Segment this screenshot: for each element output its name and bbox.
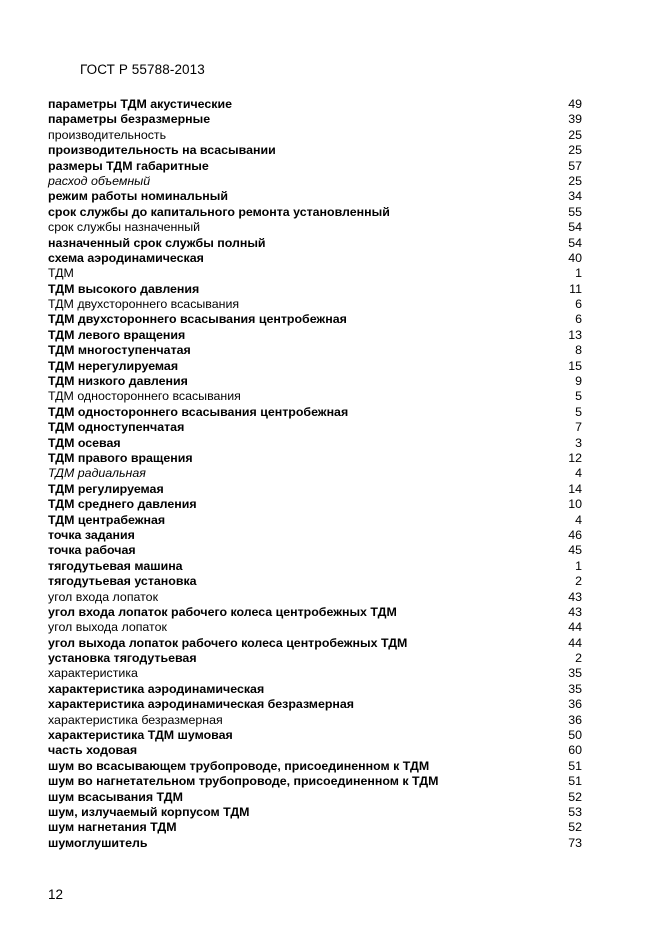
index-entry bbox=[48, 774, 582, 789]
index-entry bbox=[48, 205, 582, 220]
index-page-number: 46 bbox=[568, 527, 582, 542]
index-term: угол входа лопаток рабочего колеса центробежных ТДМ bbox=[48, 604, 397, 619]
index-term: схема аэродинамическая bbox=[48, 250, 204, 265]
index-page-number: 44 bbox=[568, 635, 582, 650]
index-entry bbox=[48, 436, 582, 451]
index-page-number: 2 bbox=[575, 651, 582, 666]
index-page-number: 4 bbox=[575, 466, 582, 481]
index-term: ТДМ осевая bbox=[48, 435, 121, 450]
index-page-number: 10 bbox=[568, 497, 582, 512]
index-entry bbox=[48, 236, 582, 251]
index-entry bbox=[48, 482, 582, 497]
index-page-number: 5 bbox=[575, 404, 582, 419]
index-entry bbox=[48, 297, 582, 312]
index-entry bbox=[48, 590, 582, 605]
index-term: часть ходовая bbox=[48, 743, 138, 758]
index-entry bbox=[48, 620, 582, 635]
index-page-number: 34 bbox=[568, 189, 582, 204]
index-entry bbox=[48, 343, 582, 358]
index-page-number: 11 bbox=[569, 281, 582, 296]
index-page-number: 44 bbox=[568, 620, 582, 635]
index-page-number: 8 bbox=[575, 343, 582, 358]
index-page-number: 35 bbox=[568, 666, 582, 681]
index-entry bbox=[48, 389, 582, 404]
index-page-number: 53 bbox=[568, 804, 582, 819]
index-entry bbox=[48, 820, 582, 835]
index-page-number: 52 bbox=[568, 789, 582, 804]
index-page-number: 25 bbox=[568, 143, 582, 158]
index-term: точка рабочая bbox=[48, 543, 136, 558]
index-entry bbox=[48, 605, 582, 620]
index-page-number: 9 bbox=[575, 374, 582, 389]
index-page-number: 25 bbox=[568, 127, 582, 142]
index-term: шумоглушитель bbox=[48, 835, 148, 850]
index-term: характеристика безразмерная bbox=[48, 712, 223, 727]
index-page-number: 4 bbox=[575, 512, 582, 527]
index-page-number: 73 bbox=[568, 835, 582, 850]
index-entry bbox=[48, 328, 582, 343]
index-entry bbox=[48, 220, 582, 235]
index-entry bbox=[48, 651, 582, 666]
index-page-number: 36 bbox=[568, 712, 582, 727]
index-term: режим работы номинальный bbox=[48, 189, 228, 204]
index-entry bbox=[48, 143, 582, 158]
index-term: угол входа лопаток bbox=[48, 589, 158, 604]
index-page-number: 15 bbox=[568, 358, 582, 373]
index-term: ТДМ двухстороннего всасывания центробежная bbox=[48, 312, 347, 327]
page-number: 12 bbox=[48, 887, 64, 902]
index-term: ТДМ bbox=[48, 266, 74, 281]
index-entry bbox=[48, 405, 582, 420]
index-page-number: 57 bbox=[568, 158, 582, 173]
index-term: ТДМ среднего давления bbox=[48, 497, 197, 512]
index-term: тягодутьевая установка bbox=[48, 574, 197, 589]
index-page-number: 2 bbox=[575, 574, 582, 589]
index-entry bbox=[48, 728, 582, 743]
index-term: расход объемный bbox=[48, 173, 151, 188]
index-term: характеристика аэродинамическая bbox=[48, 681, 265, 696]
index-entry bbox=[48, 128, 582, 143]
index-term: размеры ТДМ габаритные bbox=[48, 158, 209, 173]
alphabetical-index bbox=[48, 97, 582, 851]
index-term: ТДМ регулируемая bbox=[48, 481, 164, 496]
index-term: производительность на всасывании bbox=[48, 143, 276, 158]
index-entry bbox=[48, 497, 582, 512]
index-entry bbox=[48, 574, 582, 589]
index-term: ТДМ одностороннего всасывания bbox=[48, 389, 241, 404]
index-entry bbox=[48, 682, 582, 697]
index-term: срок службы до капитального ремонта установленный bbox=[48, 204, 390, 219]
index-term: ТДМ центрабежная bbox=[48, 512, 166, 527]
index-term: характеристика аэродинамическая безразмерная bbox=[48, 697, 355, 712]
index-entry bbox=[48, 836, 582, 851]
index-page-number: 55 bbox=[568, 204, 582, 219]
index-page-number: 45 bbox=[568, 543, 582, 558]
document-header: ГОСТ Р 55788-2013 bbox=[80, 62, 205, 77]
index-term: шум, излучаемый корпусом ТДМ bbox=[48, 804, 250, 819]
index-page-number: 14 bbox=[568, 481, 582, 496]
index-entry bbox=[48, 759, 582, 774]
index-term: точка задания bbox=[48, 527, 135, 542]
index-term: параметры безразмерные bbox=[48, 112, 211, 127]
index-page-number: 12 bbox=[568, 450, 582, 465]
index-entry bbox=[48, 666, 582, 681]
index-entry bbox=[48, 159, 582, 174]
index-entry bbox=[48, 97, 582, 112]
index-page-number: 54 bbox=[568, 235, 582, 250]
index-page-number: 39 bbox=[568, 112, 582, 127]
index-term: назначенный срок службы полный bbox=[48, 235, 266, 250]
index-entry bbox=[48, 713, 582, 728]
index-entry bbox=[48, 312, 582, 327]
index-entry bbox=[48, 451, 582, 466]
index-page-number: 25 bbox=[568, 173, 582, 188]
index-entry bbox=[48, 513, 582, 528]
index-term: производительность bbox=[48, 127, 167, 142]
index-page-number: 36 bbox=[568, 697, 582, 712]
index-page-number: 51 bbox=[568, 758, 582, 773]
index-page-number: 3 bbox=[575, 435, 582, 450]
index-term: параметры ТДМ акустические bbox=[48, 97, 233, 111]
index-entry bbox=[48, 543, 582, 558]
index-term: ТДМ одностороннего всасывания центробежная bbox=[48, 404, 349, 419]
index-entry bbox=[48, 374, 582, 389]
index-entry bbox=[48, 466, 582, 481]
index-term: характеристика bbox=[48, 666, 138, 681]
index-entry bbox=[48, 174, 582, 189]
index-term: тягодутьевая машина bbox=[48, 558, 183, 573]
index-page-number: 49 bbox=[568, 97, 582, 111]
index-page-number: 1 bbox=[575, 558, 582, 573]
index-page-number: 35 bbox=[568, 681, 582, 696]
index-term: ТДМ двухстороннего всасывания bbox=[48, 297, 240, 312]
index-term: шум во нагнетательном трубопроводе, присоединенном к ТДМ bbox=[48, 774, 439, 789]
index-entry bbox=[48, 420, 582, 435]
index-page-number: 52 bbox=[568, 820, 582, 835]
index-entry bbox=[48, 266, 582, 281]
index-page-number: 13 bbox=[568, 327, 582, 342]
index-entry bbox=[48, 697, 582, 712]
index-page-number: 60 bbox=[568, 743, 582, 758]
index-entry bbox=[48, 251, 582, 266]
index-term: угол выхода лопаток рабочего колеса центробежных ТДМ bbox=[48, 635, 408, 650]
index-term: ТДМ высокого давления bbox=[48, 281, 200, 296]
index-page-number: 6 bbox=[575, 297, 582, 312]
index-term: шум всасывания ТДМ bbox=[48, 789, 183, 804]
index-page-number: 43 bbox=[568, 604, 582, 619]
index-entry bbox=[48, 636, 582, 651]
index-term: ТДМ правого вращения bbox=[48, 450, 193, 465]
index-entry bbox=[48, 790, 582, 805]
index-entry bbox=[48, 559, 582, 574]
index-page-number: 54 bbox=[568, 220, 582, 235]
index-term: установка тягодутьевая bbox=[48, 651, 197, 666]
index-term: срок службы назначенный bbox=[48, 220, 201, 235]
index-term: ТДМ радиальная bbox=[48, 466, 146, 481]
index-page-number: 7 bbox=[575, 420, 582, 435]
index-term: угол выхода лопаток bbox=[48, 620, 167, 635]
index-term: ТДМ левого вращения bbox=[48, 327, 186, 342]
index-term: ТДМ низкого давления bbox=[48, 374, 188, 389]
index-entry bbox=[48, 112, 582, 127]
index-page-number: 5 bbox=[575, 389, 582, 404]
index-entry bbox=[48, 189, 582, 204]
index-term: шум нагнетания ТДМ bbox=[48, 820, 177, 835]
index-page-number: 6 bbox=[575, 312, 582, 327]
index-term: ТДМ одноступенчатая bbox=[48, 420, 185, 435]
index-term: шум во всасывающем трубопроводе, присоединенном к ТДМ bbox=[48, 758, 430, 773]
index-entry bbox=[48, 528, 582, 543]
index-term: характеристика ТДМ шумовая bbox=[48, 728, 233, 743]
index-entry bbox=[48, 805, 582, 820]
index-page-number: 51 bbox=[568, 774, 582, 789]
index-entry bbox=[48, 743, 582, 758]
index-page-number: 1 bbox=[575, 266, 582, 281]
index-term: ТДМ многоступенчатая bbox=[48, 343, 191, 358]
index-entry bbox=[48, 359, 582, 374]
index-page-number: 43 bbox=[568, 589, 582, 604]
index-page-number: 40 bbox=[568, 250, 582, 265]
index-entry bbox=[48, 282, 582, 297]
index-page-number: 50 bbox=[568, 728, 582, 743]
index-term: ТДМ нерегулируемая bbox=[48, 358, 179, 373]
